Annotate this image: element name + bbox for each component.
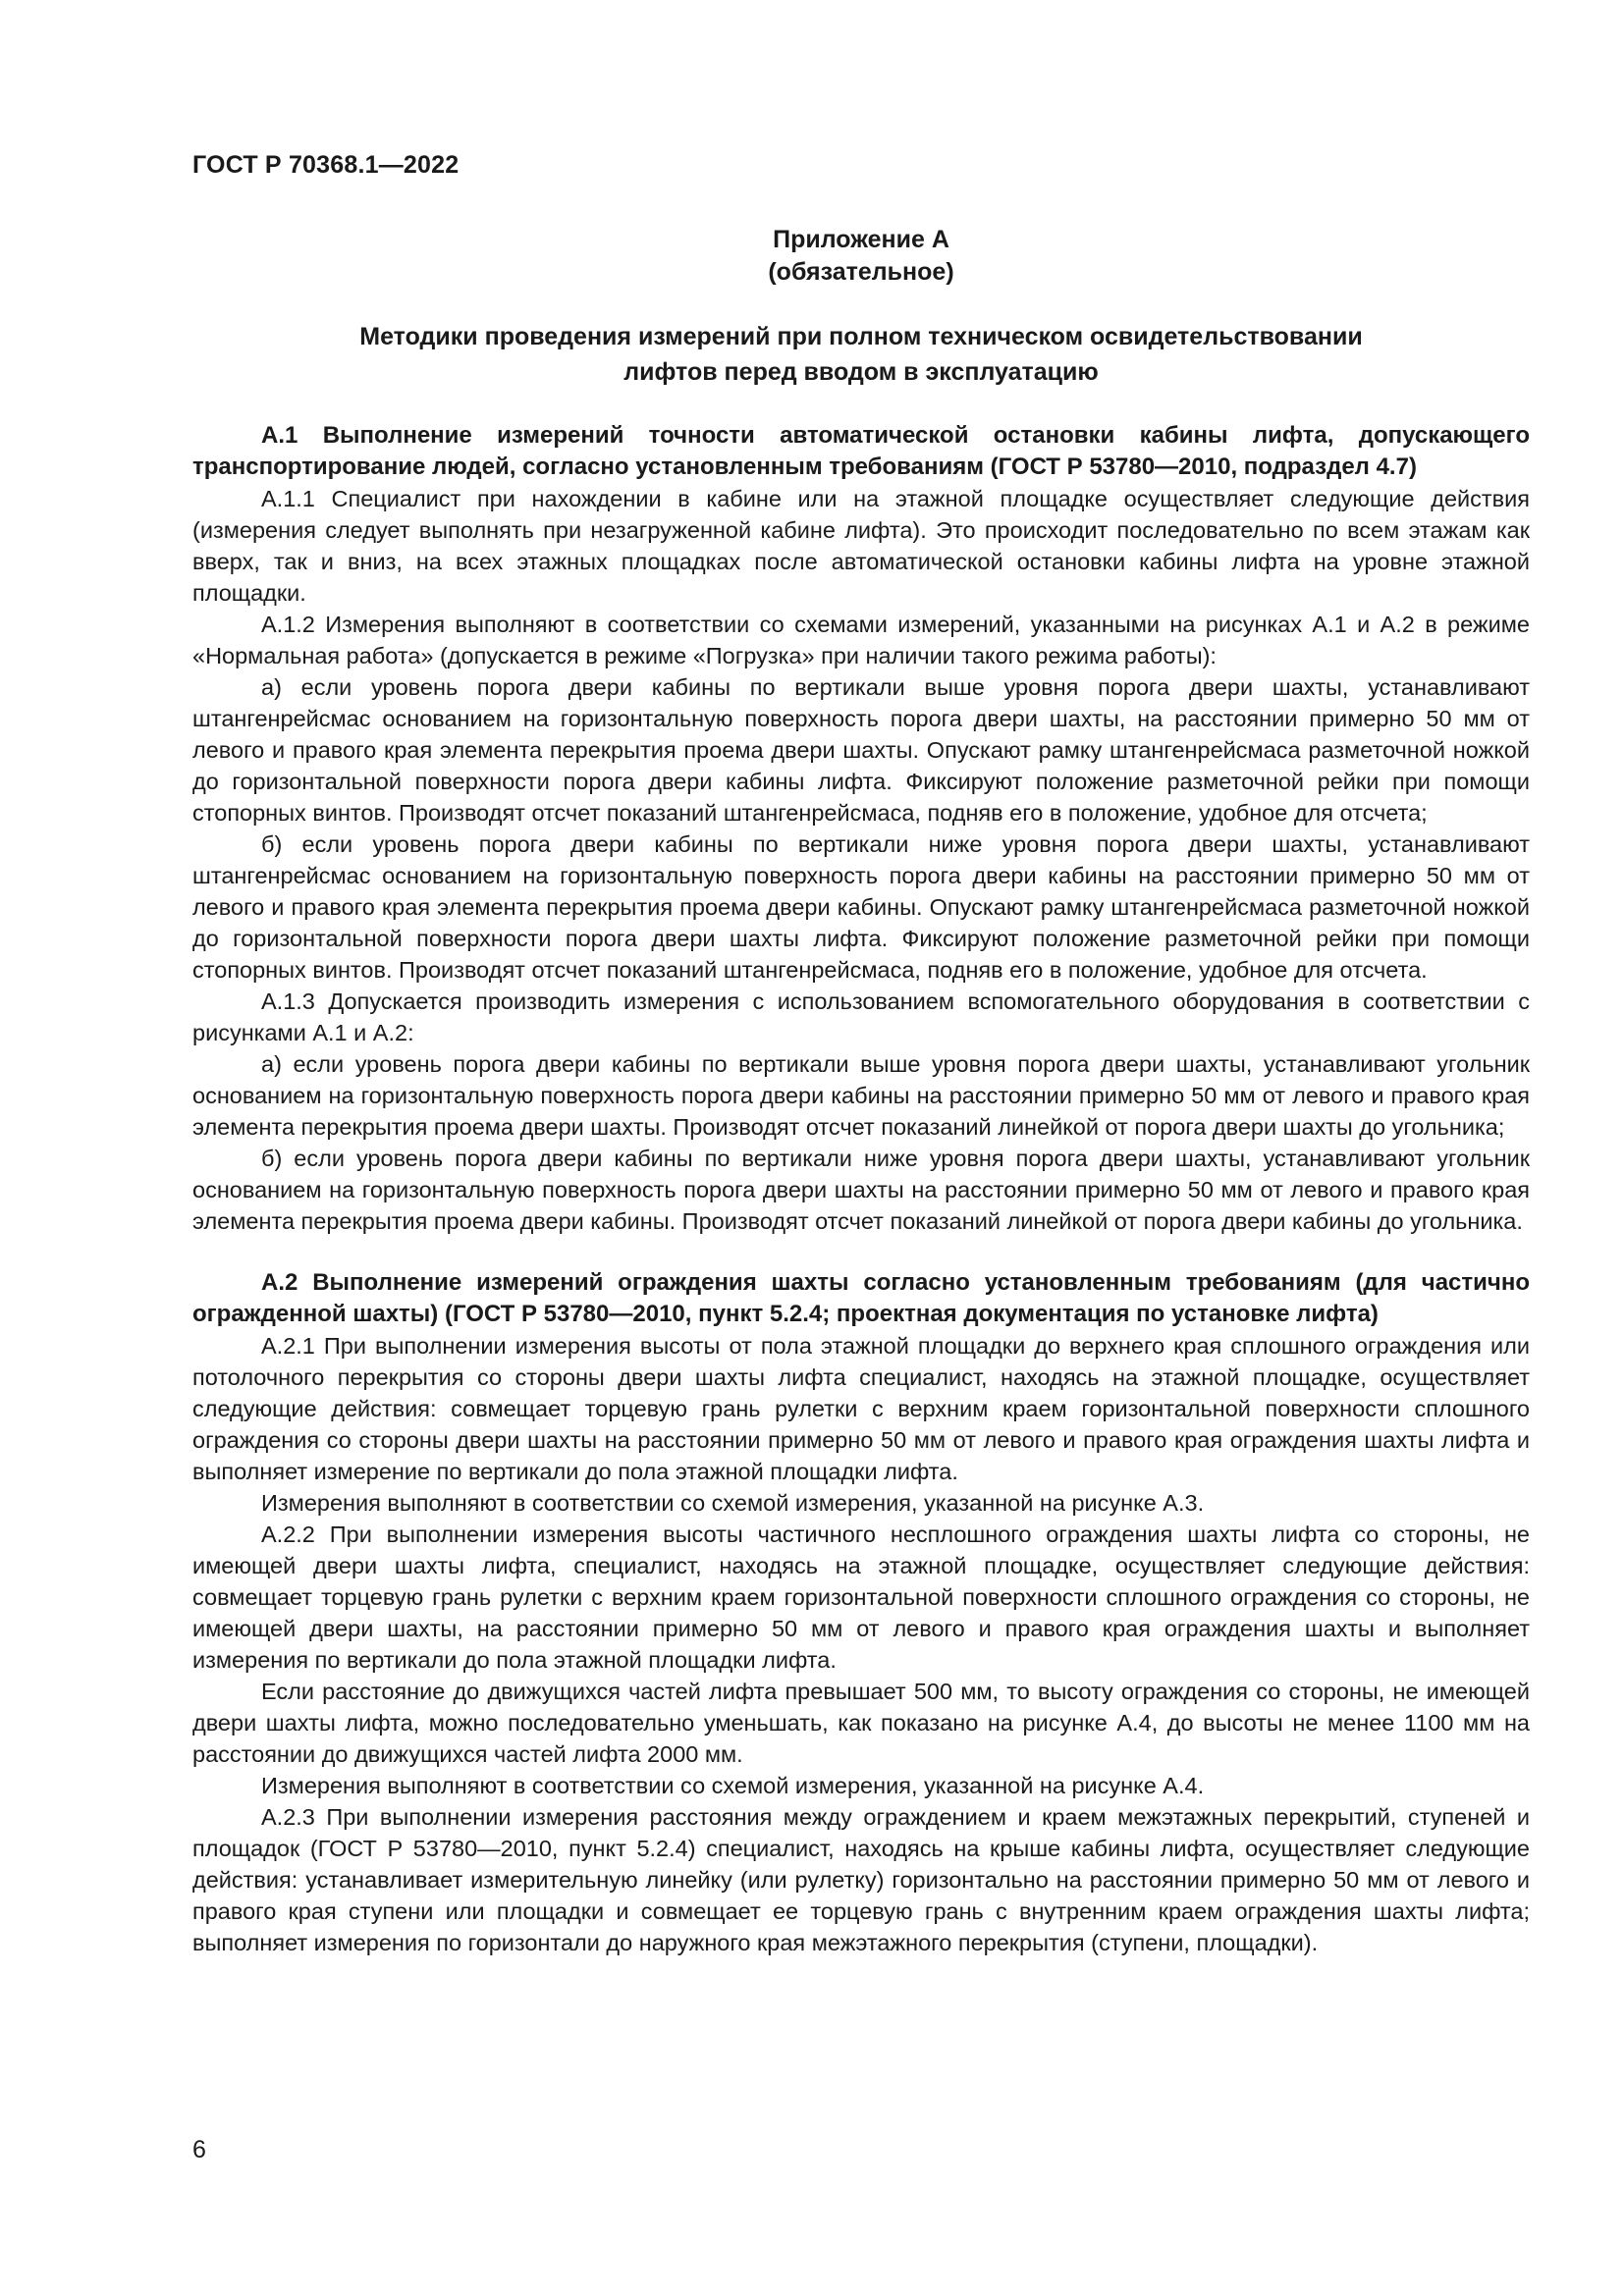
appendix-title-line-2: лифтов перед вводом в эксплуатацию [623, 358, 1099, 386]
paragraph-a2-1-note: Измерения выполняют в соответствии со схемой измерения, указанной на рисунке А.3. [261, 1490, 1205, 1516]
paragraph-a1-2-a: а) если уровень порога двери кабины по вертикали выше уровня порога двери шахты, устанавливают штангенрейсмас основанием на горизонтальную поверхность порога двери шахты, на расстоянии примерно 50 мм от левого и правого края элемента перекрытия проема двери шахты. Опускают рамку штангенрейсмаса разметочной ножкой до горизонтальной поверхности порога двери кабины лифта. Фиксируют положение разметочной рейки при помощи стопорных винтов. Производят отсчет показаний штангенрейсмаса, подняв его в положение, удобное для отсчета; [192, 674, 1530, 826]
paragraph-a1-1: А.1.1 Специалист при нахождении в кабине или на этажной площадке осуществляет следующие действия (измерения следует выполнять при незагруженной кабине лифта). Это происходит последовательно по всем этажам как вверх, так и вниз, на всех этажных площадках после автоматической остановки кабины лифта на уровне этажной площадки. [192, 486, 1530, 606]
page-number: 6 [192, 2136, 206, 2163]
paragraph-a1-2: А.1.2 Измерения выполняют в соответствии со схемами измерений, указанными на рисунках А.1 и А.2 в режиме «Нормальная работа» (допускается в режиме «Погрузка» при наличии такого режима работы): [192, 612, 1530, 668]
paragraph-a2-3: А.2.3 При выполнении измерения расстояния между ограждением и краем межэтажных перекрытий, ступеней и площадок (ГОСТ Р 53780—2010, пункт 5.2.4) специалист, находясь на крыше кабины лифта, осуществляет следующие действия: устанавливает измерительную линейку (или рулетку) горизонтально на расстоянии примерно 50 мм от левого и правого края ступени или площадки и совмещает ее торцевую грань с внутренним краем ограждения шахты лифта; выполняет измерения по горизонтали до наружного края межэтажного перекрытия (ступени, площадки). [192, 1804, 1530, 1955]
section-a1-heading: А.1 Выполнение измерений точности автоматической остановки кабины лифта, допускающего транспортирование людей, согласно установленным требованиям (ГОСТ Р 53780—2010, подраздел 4.7) [192, 422, 1530, 480]
section-a2 [192, 1267, 1530, 1958]
appendix-title-line-1: Методики проведения измерений при полном техническом освидетельствовании [359, 323, 1363, 350]
paragraph-a2-2-cond: Если расстояние до движущихся частей лифта превышает 500 мм, то высоту ограждения со стороны, не имеющей двери шахты лифта, можно последовательно уменьшать, как показано на рисунке А.4, до высоты не менее 1100 мм на расстоянии до движущихся частей лифта 2000 мм. [192, 1679, 1530, 1767]
paragraph-a2-2: А.2.2 При выполнении измерения высоты частичного несплошного ограждения шахты лифта со стороны, не имеющей двери шахты лифта, специалист, находясь на этажной площадке, осуществляет следующие действия: совмещает торцевую грань рулетки с верхним краем горизонтальной поверхности сплошного ограждения со стороны, не имеющей двери шахты, на расстоянии примерно 50 мм от левого и правого края ограждения шахты и выполняет измерения по вертикали до пола этажной площадки лифта. [192, 1522, 1530, 1673]
paragraph-a1-2-b: б) если уровень порога двери кабины по вертикали ниже уровня порога двери шахты, устанавливают штангенрейсмас основанием на горизонтальную поверхность порога двери кабины на расстоянии примерно 50 мм от левого и правого края элемента перекрытия проема двери кабины. Опускают рамку штангенрейсмаса разметочной ножкой до горизонтальной поверхности порога двери шахты лифта. Фиксируют положение разметочной рейки при помощи стопорных винтов. Производят отсчет показаний штангенрейсмаса, подняв его в положение, удобное для отсчета. [192, 831, 1530, 983]
appendix-title [192, 319, 1530, 390]
section-a1 [192, 420, 1530, 1237]
paragraph-a2-1: А.2.1 При выполнении измерения высоты от пола этажной площадки до верхнего края сплошного ограждения или потолочного перекрытия со стороны двери шахты лифта специалист, находясь на этажной площадке, осуществляет следующие действия: совмещает торцевую грань рулетки с верхним краем горизонтальной поверхности сплошного ограждения со стороны двери шахты на расстоянии примерно 50 мм от левого и правого края ограждения шахты лифта и выполняет измерение по вертикали до пола этажной площадки лифта. [192, 1333, 1530, 1484]
section-a2-heading: А.2 Выполнение измерений ограждения шахты согласно установленным требованиям (для частично огражденной шахты) (ГОСТ Р 53780—2010, пункт 5.2.4; проектная документация по установке лифта) [192, 1269, 1530, 1327]
document-code: ГОСТ Р 70368.1—2022 [192, 151, 460, 179]
paragraph-a1-3-b: б) если уровень порога двери кабины по вертикали ниже уровня порога двери шахты, устанавливают угольник основанием на горизонтальную поверхность порога двери шахты на расстоянии примерно 50 мм от левого и правого края элемента перекрытия проема двери кабины. Производят отсчет показаний линейкой от порога двери кабины до угольника. [192, 1146, 1530, 1234]
appendix-label: Приложение А [773, 226, 949, 253]
paragraph-a2-2-note: Измерения выполняют в соответствии со схемой измерения, указанной на рисунке А.4. [261, 1773, 1205, 1798]
paragraph-a1-3-a: а) если уровень порога двери кабины по вертикали выше уровня порога двери шахты, устанавливают угольник основанием на горизонтальную поверхность порога двери кабины на расстоянии примерно 50 мм от левого и правого края элемента перекрытия проема двери шахты. Производят отсчет показаний линейкой от порога двери шахты до угольника; [192, 1051, 1530, 1140]
paragraph-a1-3: А.1.3 Допускается производить измерения с использованием вспомогательного оборудования в соответствии с рисунками А.1 и А.2: [192, 988, 1530, 1045]
appendix-status: (обязательное) [768, 258, 954, 286]
page-content [192, 224, 1530, 1958]
